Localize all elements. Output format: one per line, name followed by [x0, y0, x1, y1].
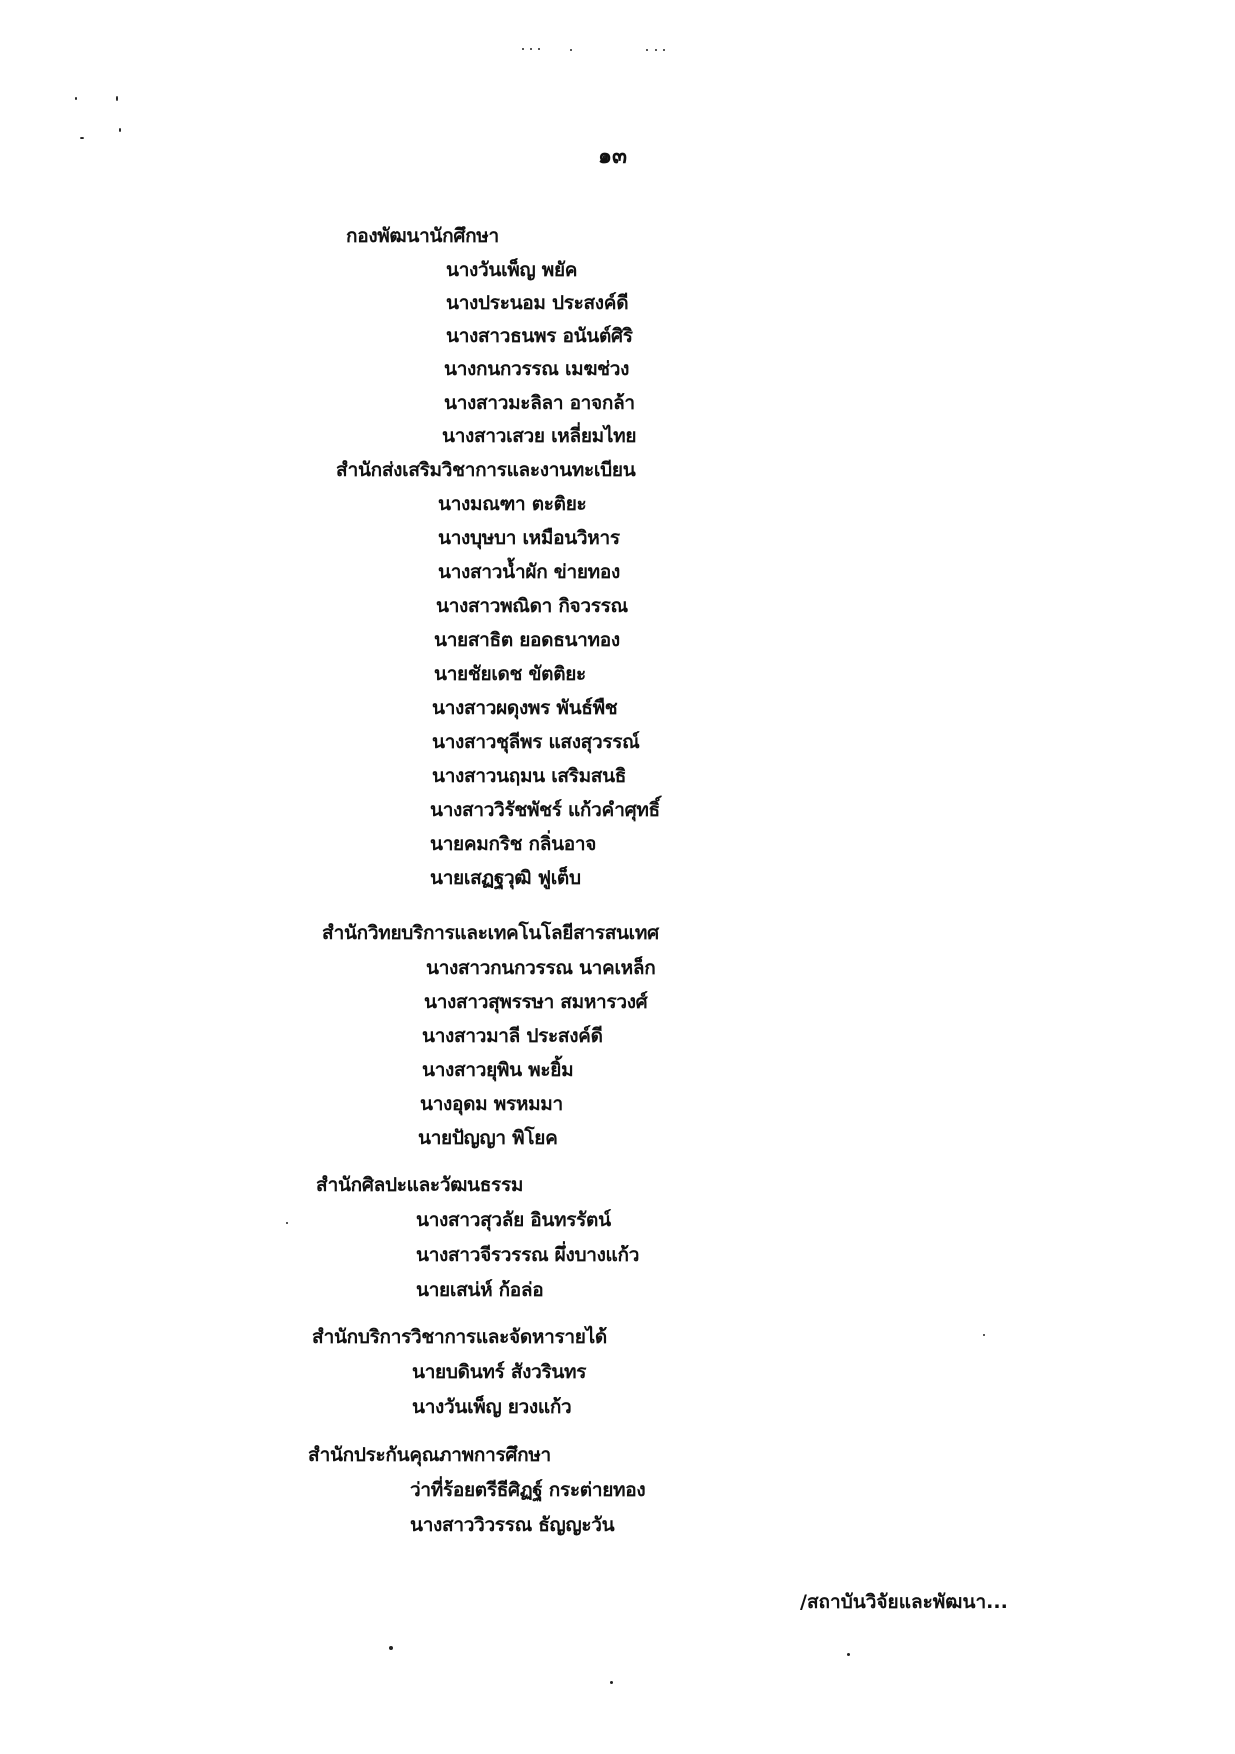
member-name: นางสาวกนกวรรณ นาคเหล็ก	[426, 957, 656, 979]
member-name: นางอุดม พรหมมา	[420, 1093, 563, 1115]
scan-speck	[663, 49, 665, 51]
member-name: นางสาวน้ำผัก ข่ายทอง	[438, 561, 620, 583]
member-name: นางสาวสุพรรษา สมหารวงศ์	[424, 991, 648, 1013]
member-name: นางบุษบา เหมือนวิหาร	[438, 527, 620, 549]
page-number: ๑๓	[598, 144, 628, 169]
department-heading: กองพัฒนานักศึกษา	[346, 225, 499, 247]
member-name: นายสาธิต ยอดธนาทอง	[434, 629, 620, 651]
scan-speck	[646, 49, 648, 51]
member-name: นายชัยเดช ขัตติยะ	[434, 663, 586, 685]
scan-speck	[538, 48, 540, 50]
member-name: นางกนกวรรณ เมฆช่วง	[444, 358, 630, 380]
member-name: นางสาวธนพร อนันต์ศิริ	[446, 325, 633, 347]
member-name: นายบดินทร์ สังวรินทร	[412, 1361, 587, 1383]
member-name: นางสาวเสวย เหลี่ยมไทย	[442, 425, 637, 447]
department-heading: สำนักประกันคุณภาพการศึกษา	[308, 1444, 551, 1466]
scan-speck	[80, 137, 84, 139]
member-name: นายคมกริช กลิ่นอาจ	[430, 833, 597, 855]
member-name: นางสาวมาลี ประสงค์ดี	[422, 1025, 603, 1047]
scan-speck	[570, 49, 572, 51]
department-heading: สำนักบริการวิชาการและจัดหารายได้	[312, 1326, 607, 1348]
scan-speck	[530, 48, 532, 50]
member-name: นางประนอม ประสงค์ดี	[446, 292, 629, 314]
scan-speck	[389, 1646, 393, 1650]
scan-speck	[286, 1222, 288, 1224]
member-name: นางสาวสุวลัย อินทรรัตน์	[416, 1209, 611, 1231]
continuation-footer: /สถาบันวิจัยและพัฒนา...	[800, 1591, 1008, 1613]
member-name: นางสาวจีรวรรณ ผึ่งบางแก้ว	[416, 1244, 640, 1266]
scan-speck	[116, 96, 118, 101]
member-name: นายเสน่ห์ ก้อล่อ	[416, 1279, 544, 1301]
member-name: ว่าที่ร้อยตรีธีศิฏฐ์ กระต่ายทอง	[410, 1479, 646, 1501]
member-name: นางสาวชุลีพร แสงสุวรรณ์	[432, 731, 640, 753]
member-name: นางมณฑา ตะติยะ	[438, 493, 587, 515]
member-name: นางสาวผดุงพร พันธ์พืช	[432, 697, 618, 719]
scan-speck	[119, 128, 121, 132]
member-name: นางสาวมะลิลา อาจกล้า	[444, 392, 635, 414]
member-name: นายปัญญา พิโยค	[418, 1127, 558, 1149]
scan-speck	[655, 49, 657, 51]
member-name: นางวันเพ็ญ ยวงแก้ว	[412, 1396, 572, 1418]
scan-speck	[983, 1334, 985, 1336]
member-name: นายเสฏฐวุฒิ ฟูเต็บ	[430, 867, 581, 889]
department-heading: สำนักศิลปะและวัฒนธรรม	[316, 1174, 524, 1196]
scan-speck	[610, 1681, 613, 1684]
department-heading: สำนักวิทยบริการและเทคโนโลยีสารสนเทศ	[322, 922, 659, 944]
member-name: นางวันเพ็ญ พยัค	[446, 259, 578, 281]
department-heading: สำนักส่งเสริมวิชาการและงานทะเบียน	[336, 459, 636, 481]
member-name: นางสาววิรัชพัชร์ แก้วคำศุทธิ์	[430, 799, 660, 821]
scan-speck	[75, 97, 77, 100]
scan-speck	[847, 1653, 850, 1656]
member-name: นางสาวนฤมน เสริมสนธิ	[432, 765, 627, 787]
scan-speck	[522, 48, 524, 50]
member-name: นางสาวพณิดา กิจวรรณ	[436, 595, 628, 617]
member-name: นางสาววิวรรณ ธัญญะวัน	[410, 1514, 615, 1536]
member-name: นางสาวยุพิน พะยิ้ม	[422, 1059, 574, 1081]
